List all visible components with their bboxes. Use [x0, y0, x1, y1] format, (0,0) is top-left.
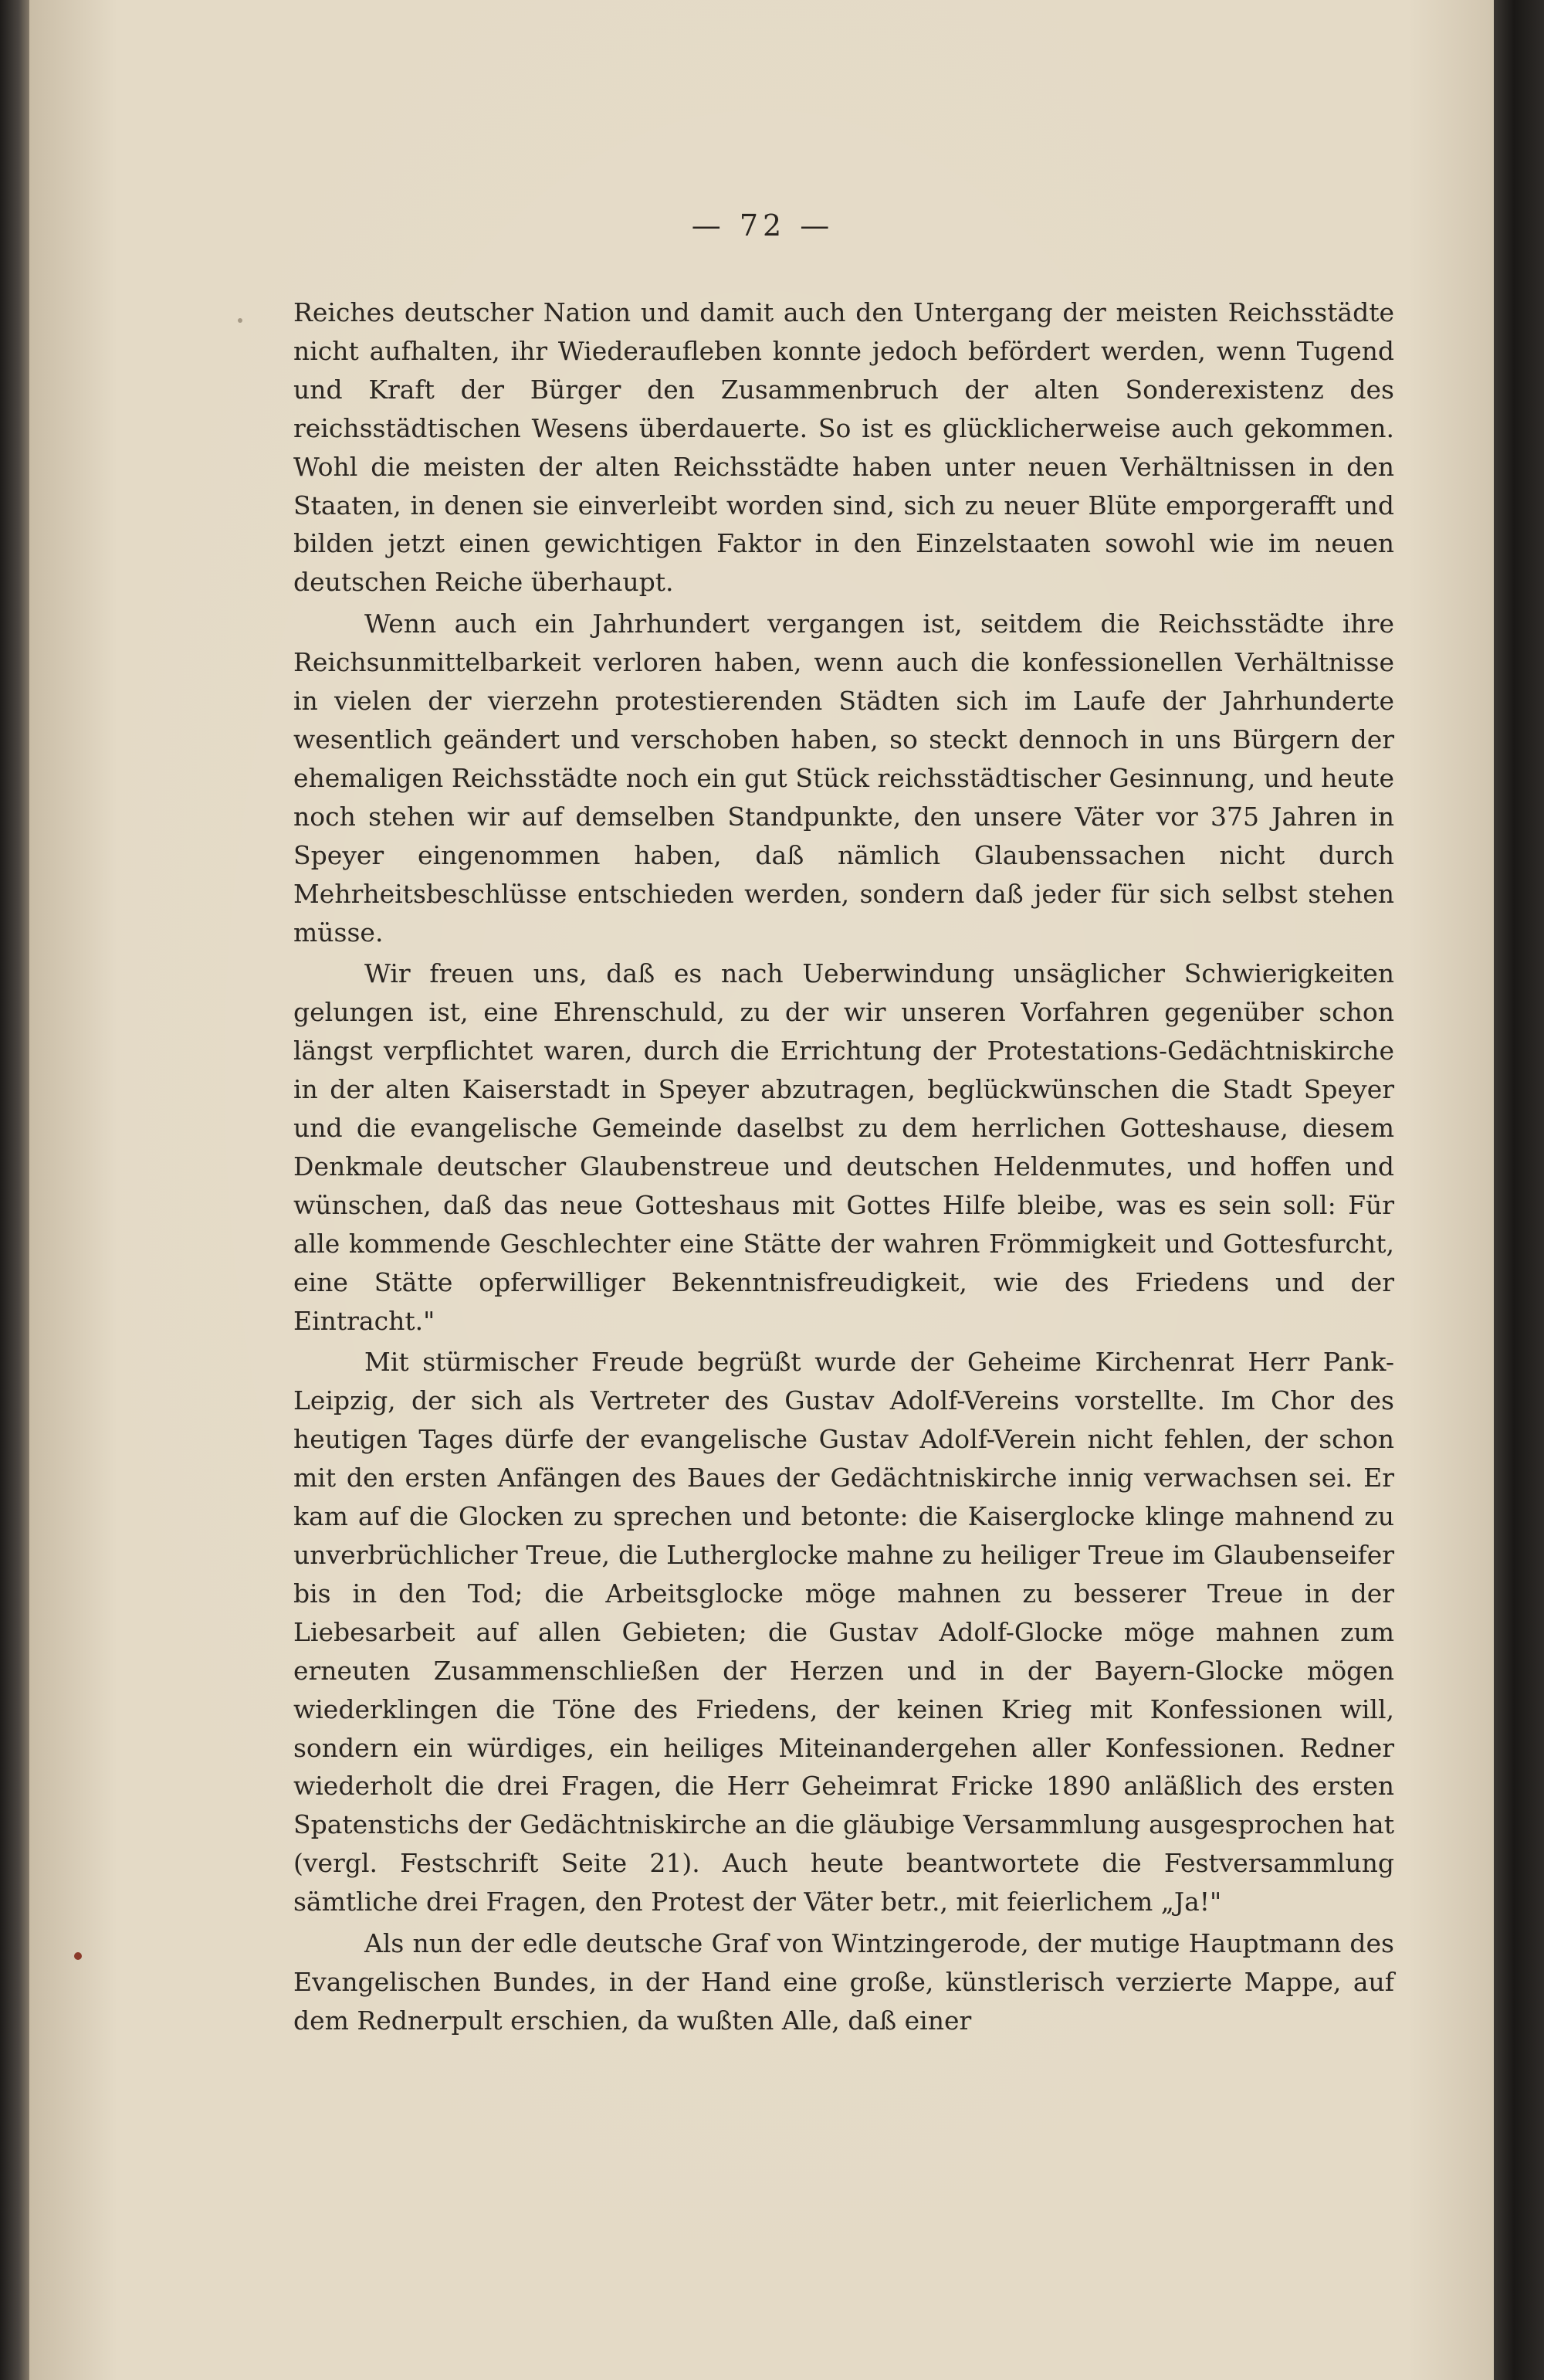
- book-spine-shadow: [0, 0, 31, 2380]
- page-number-header: — 72 —: [691, 209, 835, 242]
- body-text: [293, 293, 1394, 2040]
- paragraph-5: Als nun der edle deutsche Graf von Wintzingerode, der mutige Hauptmann des Evangelischen Bundes, in der Hand eine große, künstlerisch verzierte Mappe, auf dem Rednerpult erschien, da wußten Alle, daß einer: [293, 1928, 1394, 2036]
- paragraph-1: Reiches deutscher Nation und damit auch den Untergang der meisten Reichsstädte nicht aufhalten, ihr Wiederaufleben konnte jedoch befördert werden, wenn Tugend und Kraft der Bürger den Zusammenbruch der alten Sonderexistenz des reichsstädtischen Wesens überdauerte. So ist es glücklicherweise auch gekommen. Wohl die meisten der alten Reichsstädte haben unter neuen Verhältnissen in den Staaten, in denen sie einverleibt worden sind, sich zu neuer Blüte emporgerafft und bilden jetzt einen gewichtigen Faktor in den Einzelstaaten sowohl wie im neuen deutschen Reiche überhaupt.: [293, 297, 1394, 598]
- book-page: [29, 0, 1496, 2380]
- paper-speck: [238, 318, 242, 323]
- paragraph-2: Wenn auch ein Jahrhundert vergangen ist, seitdem die Reichsstädte ihre Reichsunmittelbarkeit verloren haben, wenn auch die konfessionellen Verhältnisse in vielen der vierzehn protestierenden Städten sich im Laufe der Jahrhunderte wesentlich geändert und verschoben haben, so steckt dennoch in uns Bürgern der ehemaligen Reichsstädte noch ein gut Stück reichsstädtischer Gesinnung, und heute noch stehen wir auf demselben Standpunkte, den unsere Väter vor 375 Jahren in Speyer eingenommen haben, daß nämlich Glaubenssachen nicht durch Mehrheitsbeschlüsse entschieden werden, sondern daß jeder für sich selbst stehen müsse.: [293, 609, 1394, 948]
- paragraph-4: Mit stürmischer Freude begrüßt wurde der Geheime Kirchenrat Herr Pank-Leipzig, der sich als Vertreter des Gustav Adolf-Vereins vorstellte. Im Chor des heutigen Tages dürfe der evangelische Gustav Adolf-Verein nicht fehlen, der schon mit den ersten Anfängen des Baues der Gedächtniskirche innig verwachsen sei. Er kam auf die Glocken zu sprechen und betonte: die Kaiserglocke klinge mahnend zu unverbrüchlicher Treue, die Lutherglocke mahne zu heiliger Treue im Glaubenseifer bis in den Tod; die Arbeitsglocke möge mahnen zu besserer Treue in der Liebesarbeit auf allen Gebieten; die Gustav Adolf-Glocke möge mahnen zum erneuten Zusammenschließen der Herzen und in der Bayern-Glocke mögen wiederklingen die Töne des Friedens, der keinen Krieg mit Konfessionen will, sondern ein würdiges, ein heiliges Miteinandergehen aller Konfessionen. Redner wiederholt die drei Fragen, die Herr Geheimrat Fricke 1890 anläßlich des ersten Spatenstichs der Gedächtniskirche an die gläubige Versammlung ausgesprochen hat (vergl. Festschrift Seite 21). Auch heute beantwortete die Festversammlung sämtliche drei Fragen, den Protest der Väter betr., mit feierlichem „Ja!": [293, 1347, 1394, 1917]
- paragraph-3: Wir freuen uns, daß es nach Ueberwindung unsäglicher Schwierigkeiten gelungen ist, eine Ehrenschuld, zu der wir unseren Vorfahren gegenüber schon längst verpflichtet waren, durch die Errichtung der Protestations-Gedächtniskirche in der alten Kaiserstadt in Speyer abzutragen, beglückwünschen die Stadt Speyer und die evangelische Gemeinde daselbst zu dem herrlichen Gotteshause, diesem Denkmale deutscher Glaubenstreue und deutschen Heldenmutes, und hoffen und wünschen, daß das neue Gotteshaus mit Gottes Hilfe bleibe, was es sein soll: Für alle kommende Geschlechter eine Stätte der wahren Frömmigkeit und Gottesfurcht, eine Stätte opferwilliger Bekenntnisfreudigkeit, wie des Friedens und der Eintracht.": [293, 958, 1394, 1336]
- page-right-edge: [1494, 0, 1544, 2380]
- paper-stain: [74, 1952, 82, 1960]
